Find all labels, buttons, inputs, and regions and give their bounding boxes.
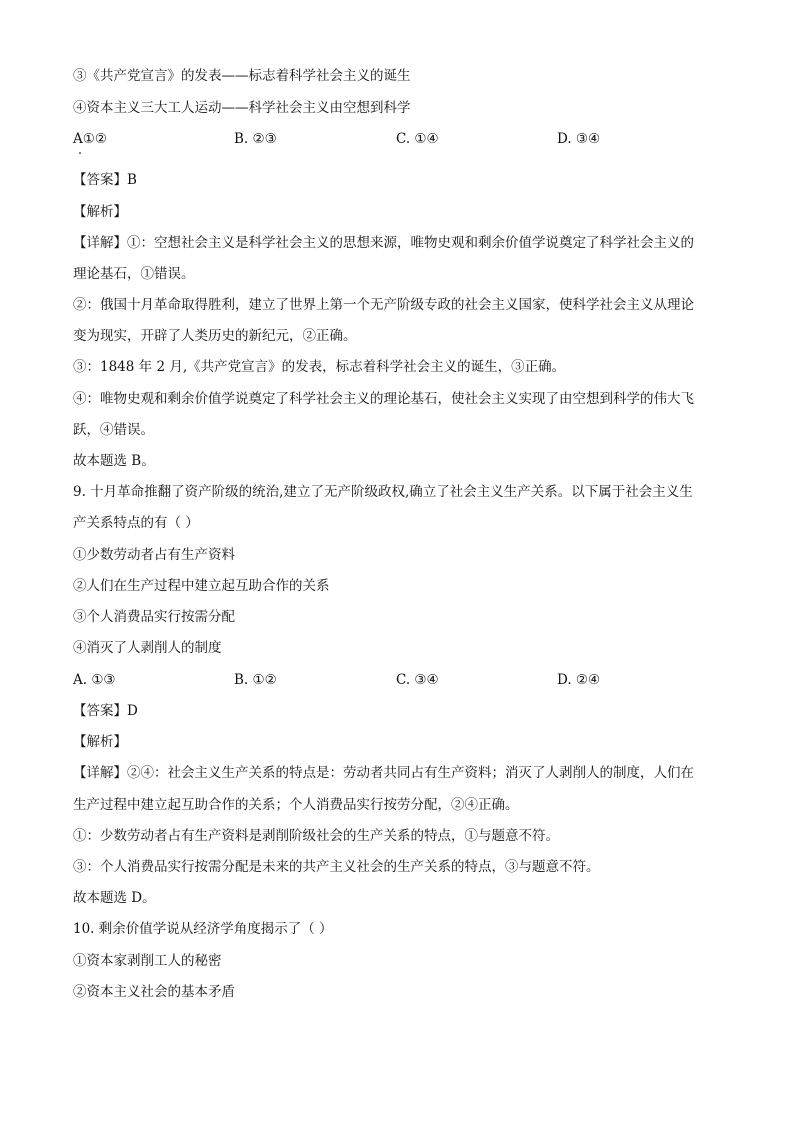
q8-option-d: D. ③④ [557, 131, 601, 147]
q9-item-1: ①少数劳动者占有生产资料 [73, 547, 235, 563]
q9-option-d: D. ②④ [557, 672, 601, 688]
q8-detail-2-line-1: ②：俄国十月革命取得胜利，建立了世界上第一个无产阶级专政的社会主义国家，使科学社会主义从理论 [73, 297, 694, 313]
q8-detail-1-line-1: 【详解】①：空想社会主义是科学社会主义的思想来源，唯物史观和剩余价值学说奠定了科学社会主义的 [73, 235, 694, 251]
q10-stem: 10. 剩余价值学说从经济学角度揭示了（ ） [73, 921, 333, 937]
q8-item-3: ③《共产党宣言》的发表——标志着科学社会主义的诞生 [73, 68, 411, 84]
stray-dot [79, 152, 81, 154]
q9-item-3: ③个人消费品实行按需分配 [73, 609, 235, 625]
q9-detail-1-line-1: 【详解】②④：社会主义生产关系的特点是：劳动者共同占有生产资料；消灭了人剥削人的制度，人们在 [73, 765, 694, 781]
q9-item-2: ②人们在生产过程中建立起互助合作的关系 [73, 578, 330, 594]
q8-answer: 【答案】B [73, 172, 137, 188]
q9-detail-3: ③：个人消费品实行按需分配是未来的共产主义社会的生产关系的特点，③与题意不符。 [73, 859, 600, 875]
q9-detail-2: ①：少数劳动者占有生产资料是剥削阶级社会的生产关系的特点，①与题意不符。 [73, 828, 559, 844]
q9-answer: 【答案】D [73, 703, 138, 719]
q9-item-4: ④消灭了人剥削人的制度 [73, 640, 222, 656]
q8-detail-4-line-1: ④：唯物史观和剩余价值学说奠定了科学社会主义的理论基石，使社会主义实现了由空想到科学的伟大飞 [73, 391, 694, 407]
q9-analysis-label: 【解析】 [73, 734, 127, 750]
q8-option-b: B. ②③ [234, 131, 277, 147]
q8-option-c: C. ①④ [396, 131, 439, 147]
q9-option-b: B. ①② [234, 672, 277, 688]
q9-stem-line-2: 产关系特点的有（ ） [73, 515, 199, 531]
q8-analysis-label: 【解析】 [73, 204, 127, 220]
q8-detail-1-line-2: 理论基石，①错误。 [73, 266, 195, 282]
q9-conclusion: 故本题选 D。 [73, 890, 156, 906]
q8-item-4: ④资本主义三大工人运动——科学社会主义由空想到科学 [73, 100, 411, 116]
q8-option-a: A①② [73, 131, 107, 147]
q8-detail-4-line-2: 跃，④错误。 [73, 422, 154, 438]
q10-item-2: ②资本主义社会的基本矛盾 [73, 984, 235, 1000]
q9-option-a: A. ①③ [73, 672, 116, 688]
q9-option-c: C. ③④ [396, 672, 439, 688]
q10-item-1: ①资本家剥削工人的秘密 [73, 953, 222, 969]
q9-stem-line-1: 9. 十月革命推翻了资产阶级的统治,建立了无产阶级政权,确立了社会主义生产关系。以下属于社会主义生 [73, 484, 693, 500]
q8-detail-2-line-2: 变为现实，开辟了人类历史的新纪元，②正确。 [73, 328, 357, 344]
q8-conclusion: 故本题选 B。 [73, 453, 155, 469]
q8-detail-3: ③：1848 年 2 月,《共产党宣言》的发表，标志着科学社会主义的诞生，③正确。 [73, 359, 566, 375]
q9-detail-1-line-2: 生产过程中建立起互助合作的关系；个人消费品实行按劳分配，②④正确。 [73, 797, 519, 813]
